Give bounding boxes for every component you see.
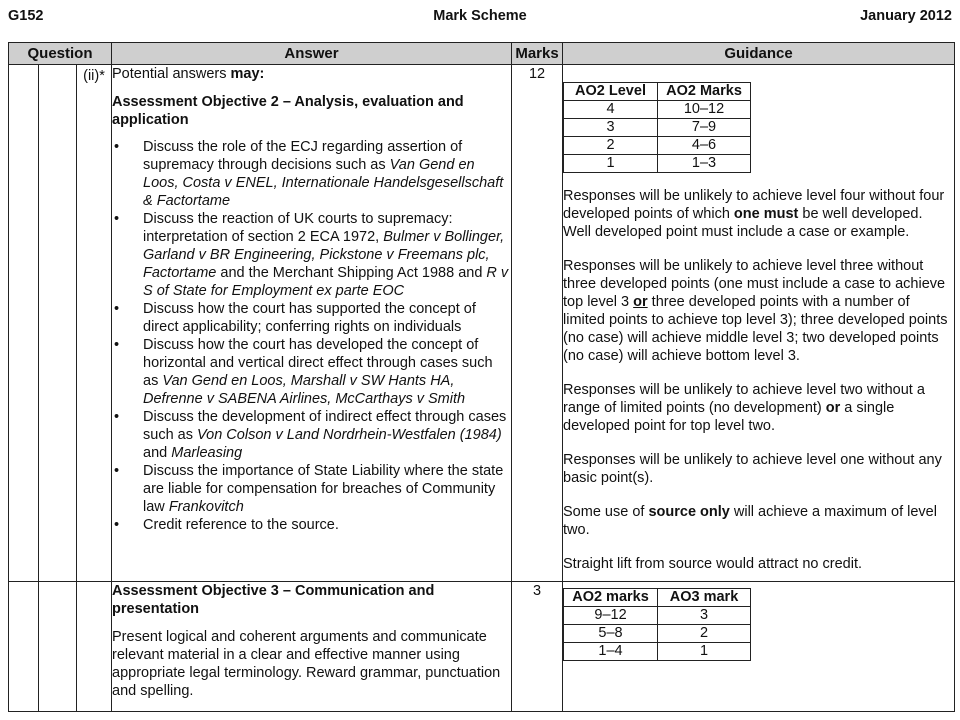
guidance-source: Some use of source only will achieve a maximum of level two.	[563, 504, 937, 538]
guidance-cell	[563, 582, 955, 712]
intro-text: Potential answers may:	[112, 66, 265, 82]
ao3-title: Assessment Objective 3 – Communication and presentation	[112, 583, 435, 617]
ao2-bullets	[112, 138, 511, 534]
guidance-level-three: Responses will be unlikely to achieve level three without three developed points (one must include a case to achieve top level 3 or three developed points with a number of limited points to achieve top level 3); three developed points (no case) will achieve middle level 3; two developed points (no case) will achieve bottom level 3.	[563, 258, 948, 364]
question-cell	[39, 582, 77, 712]
question-cell	[9, 582, 39, 712]
list-item: • Discuss how the court has supported the concept of direct applicability; conferring rights on individuals	[112, 300, 511, 336]
table-row	[9, 65, 955, 582]
ao3-text: Present logical and coherent arguments and communicate relevant material in a clear and effective manner using appropriate legal terminology. Reward grammar, punctuation and spelling.	[112, 629, 501, 699]
col-question: Question	[9, 43, 112, 65]
question-cell	[77, 582, 112, 712]
guidance-level-one: Responses will be unlikely to achieve level one without any basic point(s).	[563, 452, 942, 486]
table-header-row	[9, 43, 955, 65]
guidance-cell	[563, 65, 955, 582]
list-item: • Discuss the reaction of UK courts to supremacy: interpretation of section 2 ECA 1972, Bulmer v Bollinger, Garland v BR Engineering, Pickstone v Freemans plc, Factortame and the Merchant Shipping Act 1988 and R v S of State for Employment ex parte EOC	[112, 210, 511, 300]
guidance-level-two: Responses will be unlikely to achieve level two without a range of limited points (no development) or a single developed point for top level two.	[563, 382, 925, 434]
header-left: G152	[8, 8, 44, 24]
ao2-level-table: AO2 Level AO2 Marks 4 10–12 3 7–9 2 4–6 1 1–3	[563, 82, 751, 173]
col-answer: Answer	[112, 43, 512, 65]
list-item: • Discuss the development of indirect effect through cases such as Von Colson v Land Nordrhein-Westfalen (1984) and Marleasing	[112, 408, 511, 462]
marks-cell: 3	[512, 582, 563, 712]
ao3-mark-table: AO2 marks AO3 mark 9–12 3 5–8 2 1–4 1	[563, 588, 751, 661]
question-number: (ii)*	[77, 65, 112, 582]
table-row	[9, 582, 955, 712]
mark-scheme-table	[8, 42, 955, 712]
list-item: • Discuss how the court has developed the concept of horizontal and vertical direct effect through cases such as Van Gend en Loos, Marshall v SW Hants HA, Defrenne v SABENA Airlines, McCarthays v Smith	[112, 336, 511, 408]
header-right: January 2012	[860, 8, 952, 24]
guidance-level-four: Responses will be unlikely to achieve level four without four developed points of which one must be well developed. Well developed point must include a case or example.	[563, 188, 945, 240]
marks-cell: 12	[512, 65, 563, 582]
col-guidance: Guidance	[563, 43, 955, 65]
header-center: Mark Scheme	[433, 8, 527, 24]
answer-cell	[112, 582, 512, 712]
ao2-title: Assessment Objective 2 – Analysis, evaluation and application	[112, 94, 464, 128]
question-cell	[39, 65, 77, 582]
col-marks: Marks	[512, 43, 563, 65]
list-item: • Discuss the role of the ECJ regarding assertion of supremacy through decisions such as Van Gend en Loos, Costa v ENEL, Internationale Handelsgesellschaft & Factortame	[112, 138, 511, 210]
list-item: • Discuss the importance of State Liability where the state are liable for compensation for breaches of Community law Frankovitch	[112, 462, 511, 516]
question-cell	[9, 65, 39, 582]
answer-cell	[112, 65, 512, 582]
guidance-no-credit: Straight lift from source would attract no credit.	[563, 556, 863, 572]
list-item: • Credit reference to the source.	[112, 516, 511, 534]
